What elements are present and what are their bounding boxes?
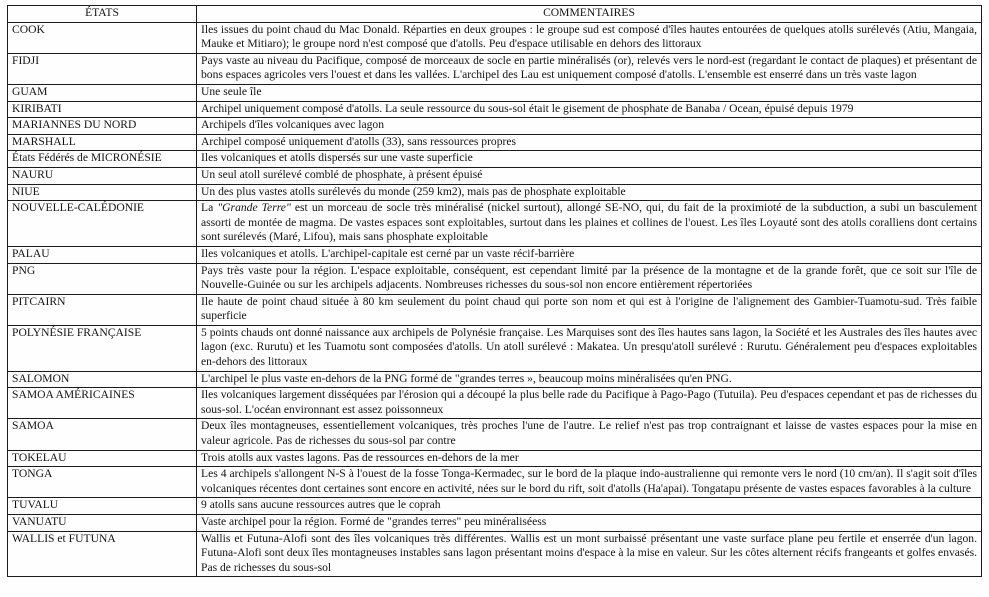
table-row bbox=[8, 467, 982, 498]
state-cell: PALAU bbox=[8, 246, 197, 263]
comment-cell: Archipel uniquement composé d'atolls. La seule ressource du sous-sol était le gisement de phosphate de Banaba / Ocean, épuisé depuis 1979 bbox=[197, 101, 982, 118]
state-cell: TUVALU bbox=[8, 498, 197, 515]
table-row bbox=[8, 118, 982, 135]
state-cell: SALOMON bbox=[8, 371, 197, 388]
state-cell: États Fédérés de MICRONÉSIE bbox=[8, 151, 197, 168]
state-cell: MARIANNES DU NORD bbox=[8, 118, 197, 135]
table-row bbox=[8, 151, 982, 168]
table-row bbox=[8, 325, 982, 371]
state-cell: NAURU bbox=[8, 167, 197, 184]
comment-cell: Un seul atoll surélevé comblé de phosphate, à présent épuisé bbox=[197, 167, 982, 184]
table-row bbox=[8, 515, 982, 532]
state-cell: VANUATU bbox=[8, 515, 197, 532]
comment-cell: La "Grande Terre" est un morceau de socle très minéralisé (nickel surtout), allongé SE-NO, qui, du fait de la proximioté de la subduction, a subi un basculement assorti de montée de magma. De vastes espaces sont exploitables, surtout dans les plaines et collines de l'ouest. Les îles Loyauté sont des atolls coralliens dont certains sont surélevés (Maré, Lifou), mais sans phosphate exploitable bbox=[197, 201, 982, 247]
table-row bbox=[8, 371, 982, 388]
comment-cell: Trois atolls aux vastes lagons. Pas de ressources en-dehors de la mer bbox=[197, 450, 982, 467]
comment-cell: Deux îles montagneuses, essentiellement volcaniques, très proches l'une de l'autre. Le relief n'est pas trop contraignant et laisse de vastes espaces pour la mise en valeur agricole. Pas de richesses du sous-sol par contre bbox=[197, 419, 982, 450]
comment-cell: Archipels d'îles volcaniques avec lagon bbox=[197, 118, 982, 135]
comment-cell: Vaste archipel pour la région. Formé de "grandes terres" peu minéraliséess bbox=[197, 515, 982, 532]
table-row bbox=[8, 84, 982, 101]
state-cell: MARSHALL bbox=[8, 134, 197, 151]
table-row bbox=[8, 167, 982, 184]
table-row bbox=[8, 263, 982, 294]
comment-cell: Iles volcaniques et atolls. L'archipel-capitale est cerné par un vaste récif-barrière bbox=[197, 246, 982, 263]
state-cell: WALLIS et FUTUNA bbox=[8, 531, 197, 577]
table-body bbox=[8, 22, 982, 577]
table-row bbox=[8, 531, 982, 577]
table-row bbox=[8, 388, 982, 419]
comment-cell: L'archipel le plus vaste en-dehors de la PNG formé de "grandes terres », beaucoup moins minéralisées qu'en PNG. bbox=[197, 371, 982, 388]
state-cell: NOUVELLE-CALÉDONIE bbox=[8, 201, 197, 247]
column-header-etats: ÉTATS bbox=[8, 6, 197, 23]
comment-cell: Une seule île bbox=[197, 84, 982, 101]
table-row bbox=[8, 53, 982, 84]
comment-cell: Iles issues du point chaud du Mac Donald. Réparties en deux groupes : le groupe sud est composé d'îles hautes entourées de quelques atolls surélevés (Atiu, Mangaia, Mauke et Mitiaro); le groupe nord n'est composé que d'atolls. Peu d'espace utilisable en dehors des littoraux bbox=[197, 22, 982, 53]
comment-cell: 5 points chauds ont donné naissance aux archipels de Polynésie française. Les Marquises sont des îles hautes sans lagon, la Société et les Australes des îles hautes avec lagon (exc. Rurutu) et les Tuamotu sont composées d'atolls. Un atoll surélevé : Makatea. Un presqu'atoll surélevé : Rurutu. Généralement peu d'espaces exploitables en-dehors des littoraux bbox=[197, 325, 982, 371]
table-row bbox=[8, 246, 982, 263]
comment-cell: Pays vaste au niveau du Pacifique, composé de morceaux de socle en partie minéralisés (or), relevés vers le nord-est (regardant le contact de plaques) et présentant de bons espaces agricoles vers l'ouest et dans les vallées. L'archipel des Lau est uniquement composé d'atolls. L'ensemble est enserré dans un très vaste lagon bbox=[197, 53, 982, 84]
states-comments-table bbox=[7, 5, 982, 577]
comment-cell: Ile haute de point chaud située à 80 km seulement du point chaud qui porte son nom et qui est à l'origine de l'alignement des Gambier-Tuamotu-sud. Très faible superficie bbox=[197, 294, 982, 325]
table-row bbox=[8, 134, 982, 151]
comment-cell: Iles volcaniques et atolls dispersés sur une vaste superficie bbox=[197, 151, 982, 168]
state-cell: PNG bbox=[8, 263, 197, 294]
table-row bbox=[8, 101, 982, 118]
table-row bbox=[8, 184, 982, 201]
header-row bbox=[8, 6, 982, 23]
state-cell: COOK bbox=[8, 22, 197, 53]
table-row bbox=[8, 419, 982, 450]
comment-cell: Wallis et Futuna-Alofi sont des îles volcaniques très différentes. Wallis est un mont surbaissé présentant une vaste surface plane peu fertile et enserrée d'un lagon. Futuna-Alofi sont deux îles montagneuses instables sans lagon présentant moins d'espace à la mise en valeur. Sur les côtes alternent récifs frangeants et golfes envasés. Pas de richesses du sous-sol bbox=[197, 531, 982, 577]
comment-cell: Les 4 archipels s'allongent N-S à l'ouest de la fosse Tonga-Kermadec, sur le bord de la plaque indo-australienne qui remonte vers le nord (10 cm/an). Il s'agit soit d'îles volcaniques récentes dont certaines sont encore en activité, nées sur le bord du rift, soit d'atolls (Ha'apai). Tongatapu présente de vastes espaces favorables à la culture bbox=[197, 467, 982, 498]
state-cell: KIRIBATI bbox=[8, 101, 197, 118]
table-header bbox=[8, 6, 982, 23]
comment-cell: Pays très vaste pour la région. L'espace exploitable, conséquent, est cependant limité par la présence de la montagne et de la grande forêt, que ce soit sur l'île de Nouvelle-Guinée ou sur les archipels adjacents. Nombreuses richesses du sous-sol non encore entièrement répertoriées bbox=[197, 263, 982, 294]
table-row bbox=[8, 22, 982, 53]
table-row bbox=[8, 294, 982, 325]
state-cell: PITCAIRN bbox=[8, 294, 197, 325]
state-cell: FIDJI bbox=[8, 53, 197, 84]
state-cell: GUAM bbox=[8, 84, 197, 101]
state-cell: SAMOA bbox=[8, 419, 197, 450]
table-row bbox=[8, 201, 982, 247]
state-cell: NIUE bbox=[8, 184, 197, 201]
comment-cell: Archipel composé uniquement d'atolls (33), sans ressources propres bbox=[197, 134, 982, 151]
comment-cell: 9 atolls sans aucune ressources autres que le coprah bbox=[197, 498, 982, 515]
column-header-commentaires: COMMENTAIRES bbox=[197, 6, 982, 23]
state-cell: SAMOA AMÉRICAINES bbox=[8, 388, 197, 419]
state-cell: POLYNÉSIE FRANÇAISE bbox=[8, 325, 197, 371]
table-row bbox=[8, 450, 982, 467]
comment-cell: Iles volcaniques largement disséquées par l'érosion qui a découpé la plus belle rade du Pacifique à Pago-Pago (Tutuila). Peu d'espaces cependant et pas de richesses du sous-sol. L'océan environnant est assez poissonneux bbox=[197, 388, 982, 419]
table-row bbox=[8, 498, 982, 515]
comment-cell: Un des plus vastes atolls surélevés du monde (259 km2), mais pas de phosphate exploitable bbox=[197, 184, 982, 201]
state-cell: TOKELAU bbox=[8, 450, 197, 467]
state-cell: TONGA bbox=[8, 467, 197, 498]
